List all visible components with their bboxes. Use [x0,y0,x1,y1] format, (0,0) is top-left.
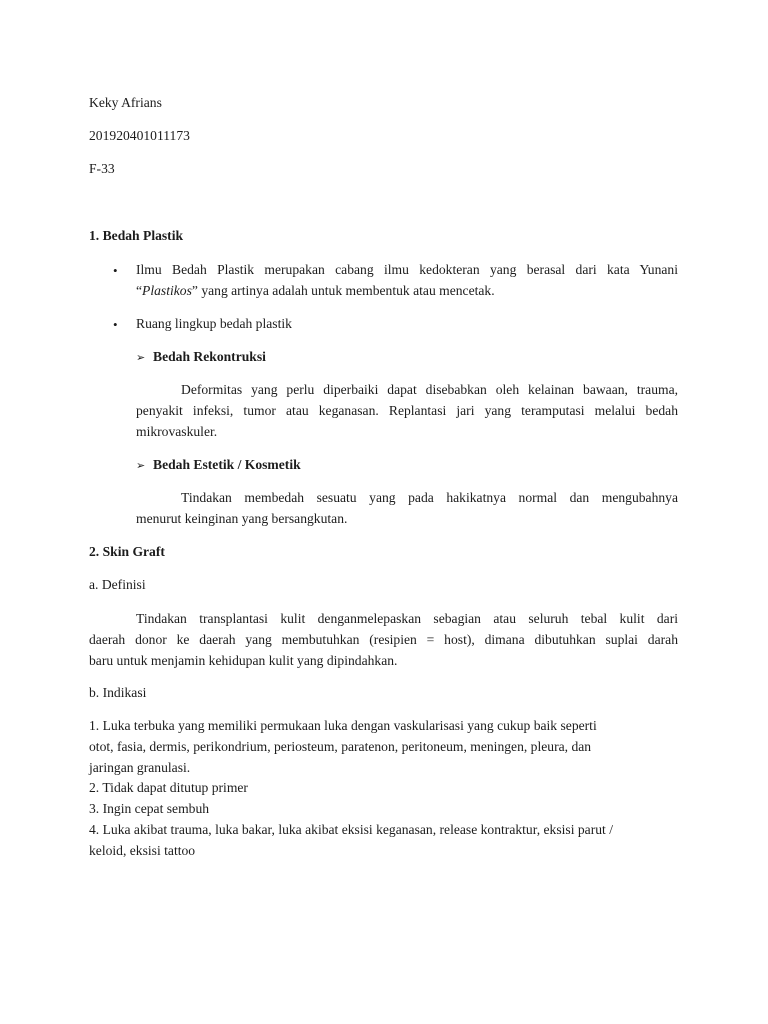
definisi-line3: baru untuk menjamin kehidupan kulit yang dipindahkan. [89,653,398,668]
indikasi-line: 4. Luka akibat trauma, luka bakar, luka akibat eksisi keganasan, release kontraktur, eksisi parut / [89,822,613,837]
bullet1-line2 [136,284,495,298]
sub2-line2: menurut keinginan yang bersangkutan. [136,511,348,526]
bullet-icon: • [113,317,118,332]
sub1-line2: penyakit infeksi, tumor atau keganasan. Replantasi jari yang teramputasi melalui bedah [136,403,678,418]
indikasi-line: jaringan granulasi. [89,760,191,775]
student-id: 201920401011173 [89,128,190,143]
bullet1-line1: Ilmu Bedah Plastik merupakan cabang ilmu kedokteran yang berasal dari kata Yunani [136,262,678,277]
section2-heading: 2. Skin Graft [89,544,165,559]
definisi-line2: daerah donor ke daerah yang membutuhkan (resipien = host), dimana dibutuhkan suplai darah [89,632,678,647]
indikasi-line: 1. Luka terbuka yang memiliki permukaan luka dengan vaskularisasi yang cukup baik seperti [89,718,597,733]
class-code: F-33 [89,161,115,176]
definisi-line1: Tindakan transplantasi kulit denganmelepaskan sebagian atau seluruh tebal kulit dari [136,611,678,626]
sub2-line1: Tindakan membedah sesuatu yang pada hakikatnya normal dan mengubahnya [181,490,678,505]
indikasi-line: otot, fasia, dermis, perikondrium, periosteum, paratenon, peritoneum, meningen, pleura, dan [89,739,592,754]
indikasi-line: 3. Ingin cepat sembuh [89,801,210,816]
arrow-bullet-icon: ➢ [136,351,146,364]
indikasi-label: b. Indikasi [89,685,147,700]
section1-heading: 1. Bedah Plastik [89,228,184,243]
sub1-line3: mikrovaskuler. [136,424,218,439]
bullet1-line2-rest: ” yang artinya adalah untuk membentuk atau mencetak. [191,283,495,298]
definisi-label: a. Definisi [89,577,146,592]
author-name: Keky Afrians [89,95,162,110]
sub1-heading: Bedah Rekontruksi [153,349,266,364]
plastikos-term: Plastikos [142,283,192,298]
sub1-line1: Deformitas yang perlu diperbaiki dapat disebabkan oleh kelainan bawaan, trauma, [181,382,678,397]
bullet2-text: Ruang lingkup bedah plastik [136,316,292,331]
sub2-heading: Bedah Estetik / Kosmetik [153,457,301,472]
open-quote: “ [136,283,143,298]
indikasi-line: 2. Tidak dapat ditutup primer [89,780,248,795]
indikasi-line: keloid, eksisi tattoo [89,843,196,858]
arrow-bullet-icon: ➢ [136,459,146,472]
bullet-icon: • [113,263,118,278]
